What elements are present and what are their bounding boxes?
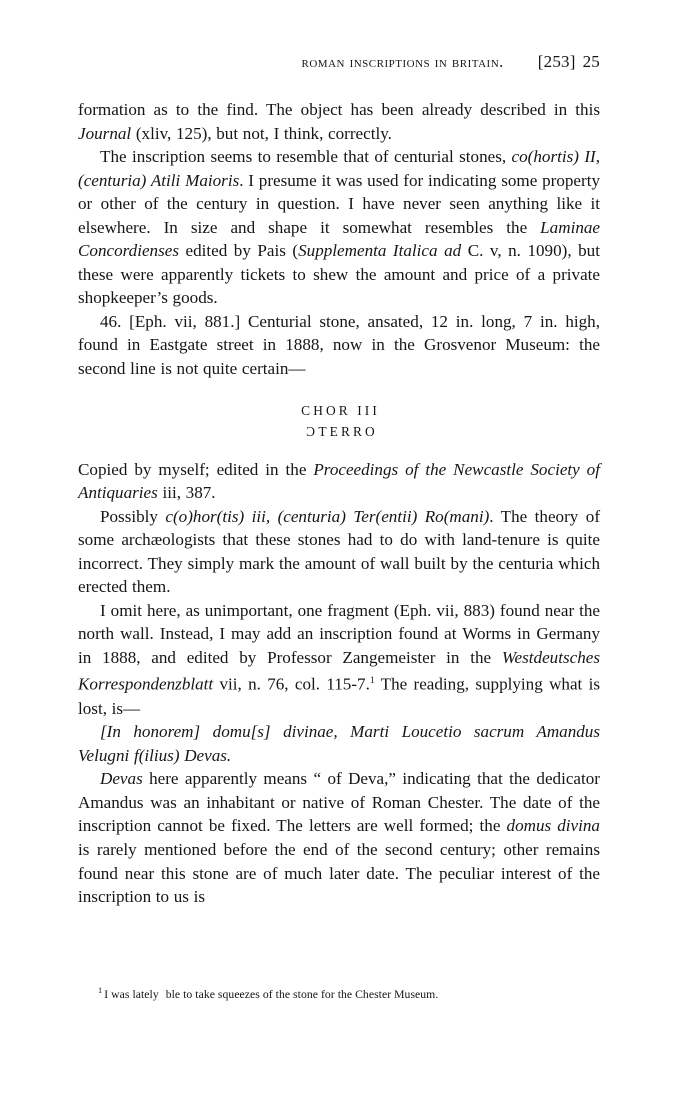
paragraph-item-46: 46. [Eph. vii, 881.] Centurial stone, ansated, 12 in. long, 7 in. high, found in Eastgate street in 1888, now in the Grosvenor Museum: the second line is not quite certain—: [78, 311, 600, 379]
laminae-title: Laminae Concordienses: [78, 217, 600, 261]
folio-group: [538, 52, 600, 72]
paragraph-formation: [78, 98, 600, 145]
paragraph-latin-reading: [78, 720, 600, 767]
p2-text-a: The inscription seems to resemble that of centurial stones,: [100, 147, 512, 167]
inscription-block: [78, 400, 600, 442]
journal-title: Journal: [78, 123, 132, 143]
domus-divina-term: domus divina: [506, 816, 600, 836]
page-number: 25: [582, 52, 600, 71]
p2-text-e: C. v, n. 1090), but these were apparently tickets to shew the amount and price of a private shopkeeper’s goods.: [78, 241, 600, 308]
inscription-line-2-text: TERRO: [318, 423, 378, 439]
paragraph-copied-edited: [78, 458, 600, 505]
p4-text-a: Copied by myself; edited in the: [78, 459, 314, 479]
p6-text-b: vii, n. 76, col. 115-7.: [213, 675, 370, 695]
footnote: [98, 983, 598, 1002]
paragraph-inscription-resemblance: [78, 145, 600, 310]
paragraph-worms-inscription: [78, 599, 600, 720]
p8-text-b: is rarely mentioned before the end of the second century; other remains found near this stone are of much later date. The peculiar interest of the inscription to us is: [78, 840, 600, 907]
p2-text-d: edited by Pais (: [178, 241, 299, 261]
p5-text-a: Possibly: [100, 506, 166, 526]
paragraph-devas-commentary: [78, 767, 600, 908]
cohortis-citation: co(hortis) II: [511, 147, 596, 167]
cohortis-expansion: c(o)hor(tis) iii, (centuria) Ter(entii) Ro(mani): [165, 506, 490, 526]
p4-text-b: iii, 387.: [157, 483, 216, 503]
bracket-page-number: [253]: [537, 52, 576, 71]
p5-text-b: . The theory of some archæologists that these stones had to do with land-tenure is quite incorrect. They simply mark the amount of wall built by the centuria which erected them.: [78, 506, 601, 597]
westdeutsches-title: Westdeutsches Korrespondenzblatt: [78, 647, 600, 695]
p2-text-c: . I presume it was used for indicating some property or other of the century in question. I have never seen anything like it elsewhere. In size and shape it somewhat resembles the: [78, 170, 600, 237]
inscription-line-1: CHOR III: [301, 402, 380, 418]
text-column: [78, 52, 600, 909]
reversed-c-centuria-symbol: C: [303, 423, 316, 439]
p1-text-b: (xliv, 125), but not, I think, correctly.: [131, 123, 392, 143]
p6-text-a: I omit here, as unimportant, one fragment (Eph. vii, 883) found near the north wall. Instead, I may add an inscription found at Worms in Germany in 1888, and edited by Professor Zangemeister in the: [78, 600, 600, 667]
supplementa-title: Supplementa Italica ad: [298, 241, 462, 261]
inscription-line-2: [78, 421, 600, 442]
running-head-title: roman inscriptions in britain.: [301, 52, 504, 71]
footnote-marker: 1: [98, 986, 103, 995]
centuria-atili-citation: (centuria) Atili Maioris: [78, 170, 240, 190]
p8-text-a: here apparently means “ of Deva,” indicating that the dedicator Amandus was an inhabitant or native of Roman Chester. The date of the inscription cannot be fixed. The letters are well formed; the: [78, 769, 600, 836]
footnote-reference-marker[interactable]: 1: [369, 675, 375, 687]
paragraph-possibly-reading: [78, 505, 600, 599]
p6-text-c: The reading, supplying what is lost, is—: [78, 675, 600, 718]
p2-text-b: ,: [595, 147, 600, 167]
running-head: [78, 52, 600, 72]
proceedings-title: Proceedings of the Newcastle Society of Antiquaries: [78, 459, 600, 503]
latin-inscription-text: [In honorem] domu[s] divinae, Marti Loucetio sacrum Amandus Velugni f(ilius) Devas.: [78, 722, 600, 765]
footnote-text-after-gap: ble to take squeezes of the stone for the Chester Museum.: [165, 987, 439, 1001]
p1-text-a: formation as to the find. The object has been already described in this: [78, 100, 600, 119]
footnote-text-before-gap: I was lately: [104, 987, 159, 1001]
devas-term: Devas: [100, 769, 143, 789]
